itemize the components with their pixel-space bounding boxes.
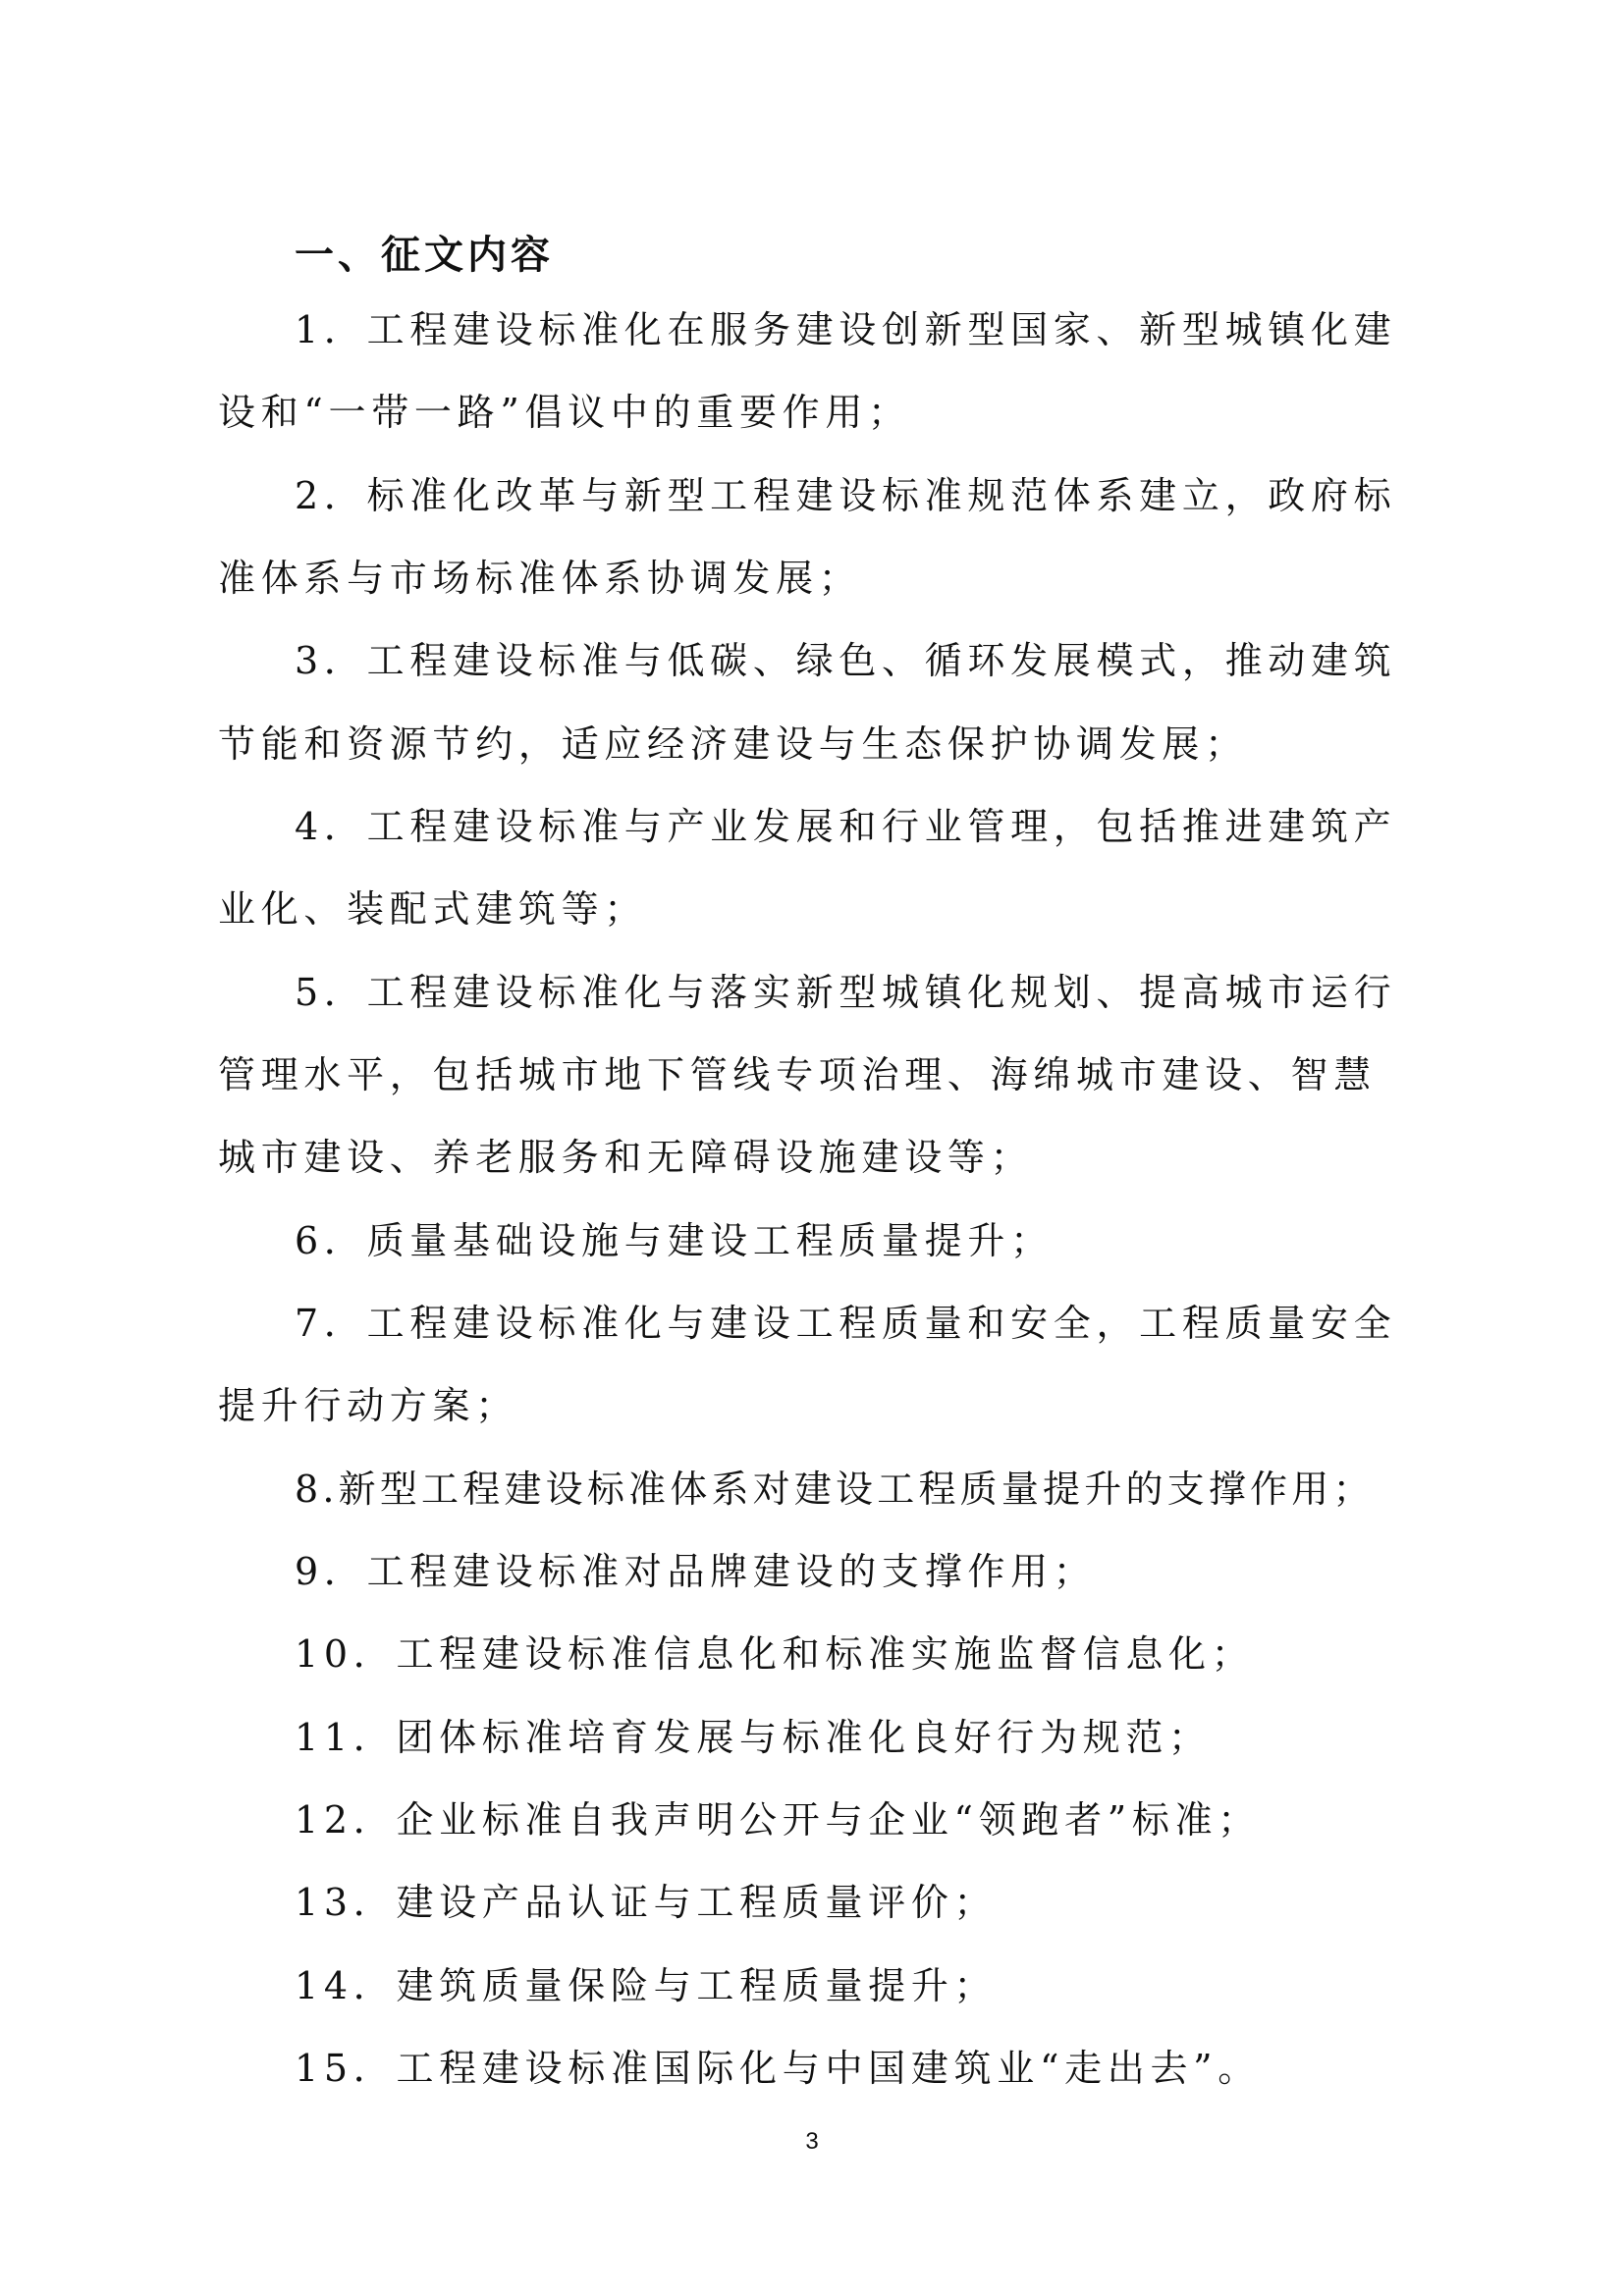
item-7-line-2: 提升行动方案；: [218, 1384, 518, 1427]
item-2-line-2: 准体系与市场标准体系协调发展；: [218, 557, 862, 600]
item-14-line-1: 14．建筑质量保险与工程质量提升；: [295, 1964, 998, 2007]
item-15-line-1: 15．工程建设标准国际化与中国建筑业“走出去”。: [295, 2047, 1262, 2090]
page-number: 3: [805, 2128, 819, 2155]
item-3-line-2: 节能和资源节约，适应经济建设与生态保护协调发展；: [218, 722, 1248, 766]
item-2-line-1: 2．标准化改革与新型工程建设标准规范体系建立，政府标: [295, 474, 1397, 517]
item-3-line-1: 3．工程建设标准与低碳、绿色、循环发展模式，推动建筑: [295, 639, 1397, 682]
section-heading: 一、征文内容: [295, 233, 554, 278]
item-9-line-1: 9．工程建设标准对品牌建设的支撑作用；: [295, 1550, 1097, 1593]
item-4-line-1: 4．工程建设标准与产业发展和行业管理，包括推进建筑产: [295, 805, 1397, 848]
item-4-line-2: 业化、装配式建筑等；: [218, 887, 648, 931]
item-5-line-2: 管理水平，包括城市地下管线专项治理、海绵城市建设、智慧: [218, 1053, 1377, 1096]
item-8-line-1: 8.新型工程建设标准体系对建设工程质量提升的支撑作用；: [295, 1468, 1375, 1511]
item-5-line-1: 5．工程建设标准化与落实新型城镇化规划、提高城市运行: [295, 971, 1397, 1014]
item-13-line-1: 13．建设产品认证与工程质量评价；: [295, 1881, 998, 1924]
item-7-line-1: 7．工程建设标准化与建设工程质量和安全，工程质量安全: [295, 1302, 1397, 1345]
item-11-line-1: 11．团体标准培育发展与标准化良好行为规范；: [295, 1716, 1212, 1759]
item-1-line-1: 1．工程建设标准化在服务建设创新型国家、新型城镇化建: [295, 308, 1397, 351]
item-1-line-2: 设和“一带一路”倡议中的重要作用；: [218, 391, 911, 434]
item-6-line-1: 6．质量基础设施与建设工程质量提升；: [295, 1219, 1054, 1262]
item-5-line-3: 城市建设、养老服务和无障碍设施建设等；: [218, 1136, 1034, 1179]
item-10-line-1: 10．工程建设标准信息化和标准实施监督信息化；: [295, 1632, 1255, 1676]
item-12-line-1: 12．企业标准自我声明公开与企业“领跑者”标准；: [295, 1798, 1262, 1842]
